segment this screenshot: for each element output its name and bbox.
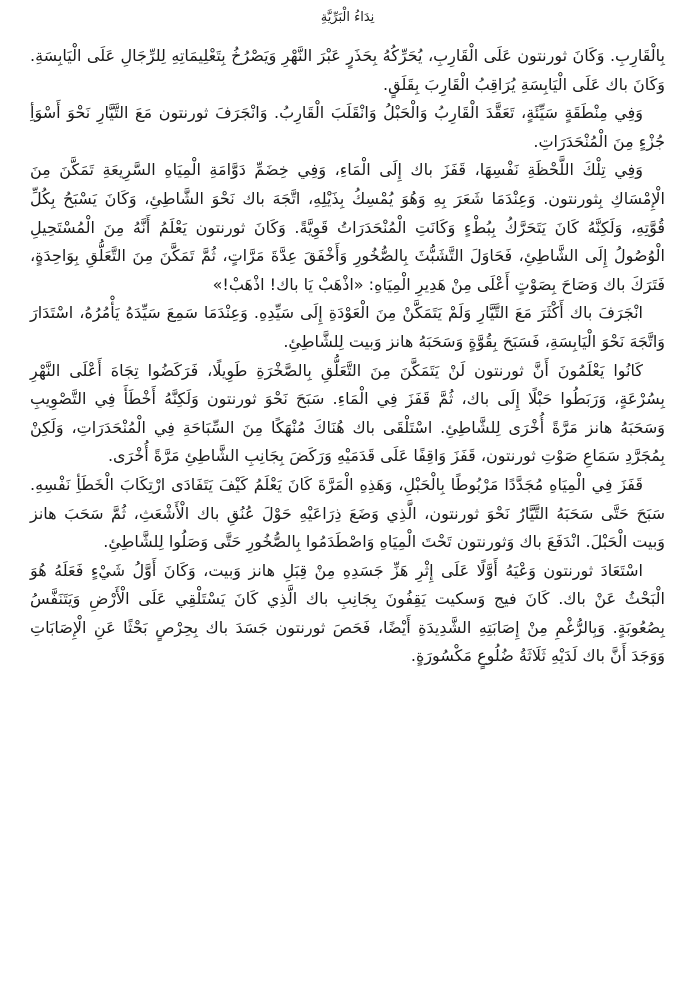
paragraph-7: اسْتَعَادَ ثورنتون وَعْيَهُ أَوَّلًا عَلَى إِثْرِ هَزِّ جَسَدِهِ مِنْ قِبَلِ هانز وَبيت، وَكَانَ أَوَّلُ شَيْءٍ فَعَلَهُ هُوَ الْبَحْثُ عَنْ باك. كَانَ فيج وَسكيت يَقِفُونَ بِجَانِبِ باك الَّذِي كَانَ يَسْتَلْقِي عَلَى الْأَرْضِ وَيَتَنَفَّسُ بِصُعُوبَةٍ. وَبِالرُّغْمِ مِنْ إِصَابَتِهِ الشَّدِيدَةِ أَيْضًا، فَحَصَ ثورنتون جَسَدَ باك بِحِرْصٍ بَحْثًا عَنِ الْإِصَابَاتِ وَوَجَدَ أَنَّ باك لَدَيْهِ ثَلَاثَةُ ضُلُوعٍ مَكْسُورَةٍ. [30, 560, 665, 666]
page-title: نِدَاءُ الْبَرِّيَّةِ [320, 10, 375, 25]
paragraph-3: وَفِي تِلْكَ اللَّحْظَةِ نَفْسِهَا، قَفَزَ باك إِلَى الْمَاءِ، وَفِي خِضَمِّ دَوَّامَةِ الْمِيَاهِ السَّرِيعَةِ تَمَكَّنَ مِنَ الْإِمْسَاكِ بِثورنتون. وَعِنْدَمَا شَعَرَ بِهِ وَهُوَ يُمْسِكُ بِذَيْلِهِ، اتَّجَهَ باك نَحْوَ الشَّاطِئِ، وَكَانَ يَسْبَحُ بِكُلِّ قُوَّتِهِ، وَلَكِنَّهُ كَانَ يَتَحَرَّكُ بِبُطْءٍ وَكَانَتِ الْمُنْحَدَرَاتُ قَوِيَّةً. وَكَانَ ثورنتون يَعْلَمُ أَنَّهُ مِنَ الْمُسْتَحِيلِ الْوُصُولُ إِلَى الشَّاطِئِ، فَحَاوَلَ التَّشَبُّثَ بِالصُّخُورِ وَأَخْفَقَ عِدَّةَ مَرَّاتٍ، ثُمَّ تَمَكَّنَ مِنَ التَّعَلُّقِ بِوَاحِدَةٍ، فَتَرَكَ باك وَصَاحَ بِصَوْتٍ أَعْلَى مِنْ هَدِيرِ الْمِيَاهِ: «اذْهَبْ يَا باك! اذْهَبْ!» [30, 160, 665, 294]
paragraph-1: بِالْقَارِبِ. وَكَانَ ثورنتون عَلَى الْقَارِبِ، يُحَرِّكُهُ بِحَذَرٍ عَبْرَ النَّهْرِ وَيَصْرُخُ بِتَعْلِيمَاتِهِ لِلرِّجَالِ عَلَى الْيَابِسَةِ. وَكَانَ باك عَلَى الْيَابِسَةِ يُرَاقِبُ الْقَارِبَ بِقَلَقٍ. [30, 46, 665, 94]
paragraph-4: انْجَرَفَ باك أَكْثَرَ مَعَ التَّيَّارِ وَلَمْ يَتَمَكَّنْ مِنَ الْعَوْدَةِ إِلَى سَيِّدِهِ. وَعِنْدَمَا سَمِعَ سَيِّدَهُ يَأْمُرُهُ، اسْتَدَارَ وَاتَّجَهَ نَحْوَ الْيَابِسَةِ، فَسَبَحَ بِقُوَّةٍ وَسَحَبَهُ هانز وَبيت لِلشَّاطِئِ. [30, 303, 665, 351]
paragraph-5: كَانُوا يَعْلَمُونَ أَنَّ ثورنتون لَنْ يَتَمَكَّنَ مِنَ التَّعَلُّقِ بِالصَّخْرَةِ طَوِيلًا، فَرَكَضُوا تِجَاهَ أَعْلَى النَّهْرِ بِسُرْعَةٍ، وَرَبَطُوا حَبْلًا إِلَى باك، ثُمَّ قَفَزَ فِي الْمَاءِ. سَبَحَ نَحْوَ ثورنتون وَلَكِنَّهُ أَخْطَأَ فِي التَّصْوِيبِ وَسَحَبَهُ هانز مَرَّةً أُخْرَى لِلشَّاطِئِ. اسْتَلْقَى باك هُنَاكَ مُنْهَكًا مِنَ السِّبَاحَةِ فِي الْمُنْحَدَرَاتِ، وَلَكِنْ بِمُجَرَّدِ سَمَاعِ صَوْتِ ثورنتون، قَفَزَ وَاقِفًا عَلَى قَدَمَيْهِ وَرَكَضَ بِجَانِبِ الشَّاطِئِ مَرَّةً أُخْرَى. [30, 360, 665, 466]
paragraph-2: وَفِي مِنْطَقَةٍ سَيِّئَةٍ، تَعَقَّدَ الْقَارِبُ وَالْحَبْلُ وَانْقَلَبَ الْقَارِبُ. وَانْجَرَفَ ثورنتون مَعَ التَّيَّارِ نَحْوَ أَسْوَأِ جُزْءٍ مِنَ الْمُنْحَدَرَاتِ. [30, 103, 665, 151]
paragraph-6: قَفَزَ فِي الْمِيَاهِ مُجَدَّدًا مَرْبُوطًا بِالْحَبْلِ، وَهَذِهِ الْمَرَّةَ كَانَ يَعْلَمُ كَيْفَ يَتَفَادَى ارْتِكَابَ الْخَطَأِ نَفْسِهِ. سَبَحَ حَتَّى سَحَبَهُ التَّيَّارُ نَحْوَ ثورنتون، الَّذِي وَضَعَ ذِرَاعَيْهِ حَوْلَ عُنُقِ باك الْأَشْعَثِ، ثُمَّ سَحَبَ هانز وَبيت الْحَبْلَ. انْدَفَعَ باك وَثورنتون تَحْتَ الْمِيَاهِ وَاصْطَدَمُوا بِالصُّخُورِ حَتَّى وَصَلُوا لِلشَّاطِئِ. [30, 474, 665, 552]
